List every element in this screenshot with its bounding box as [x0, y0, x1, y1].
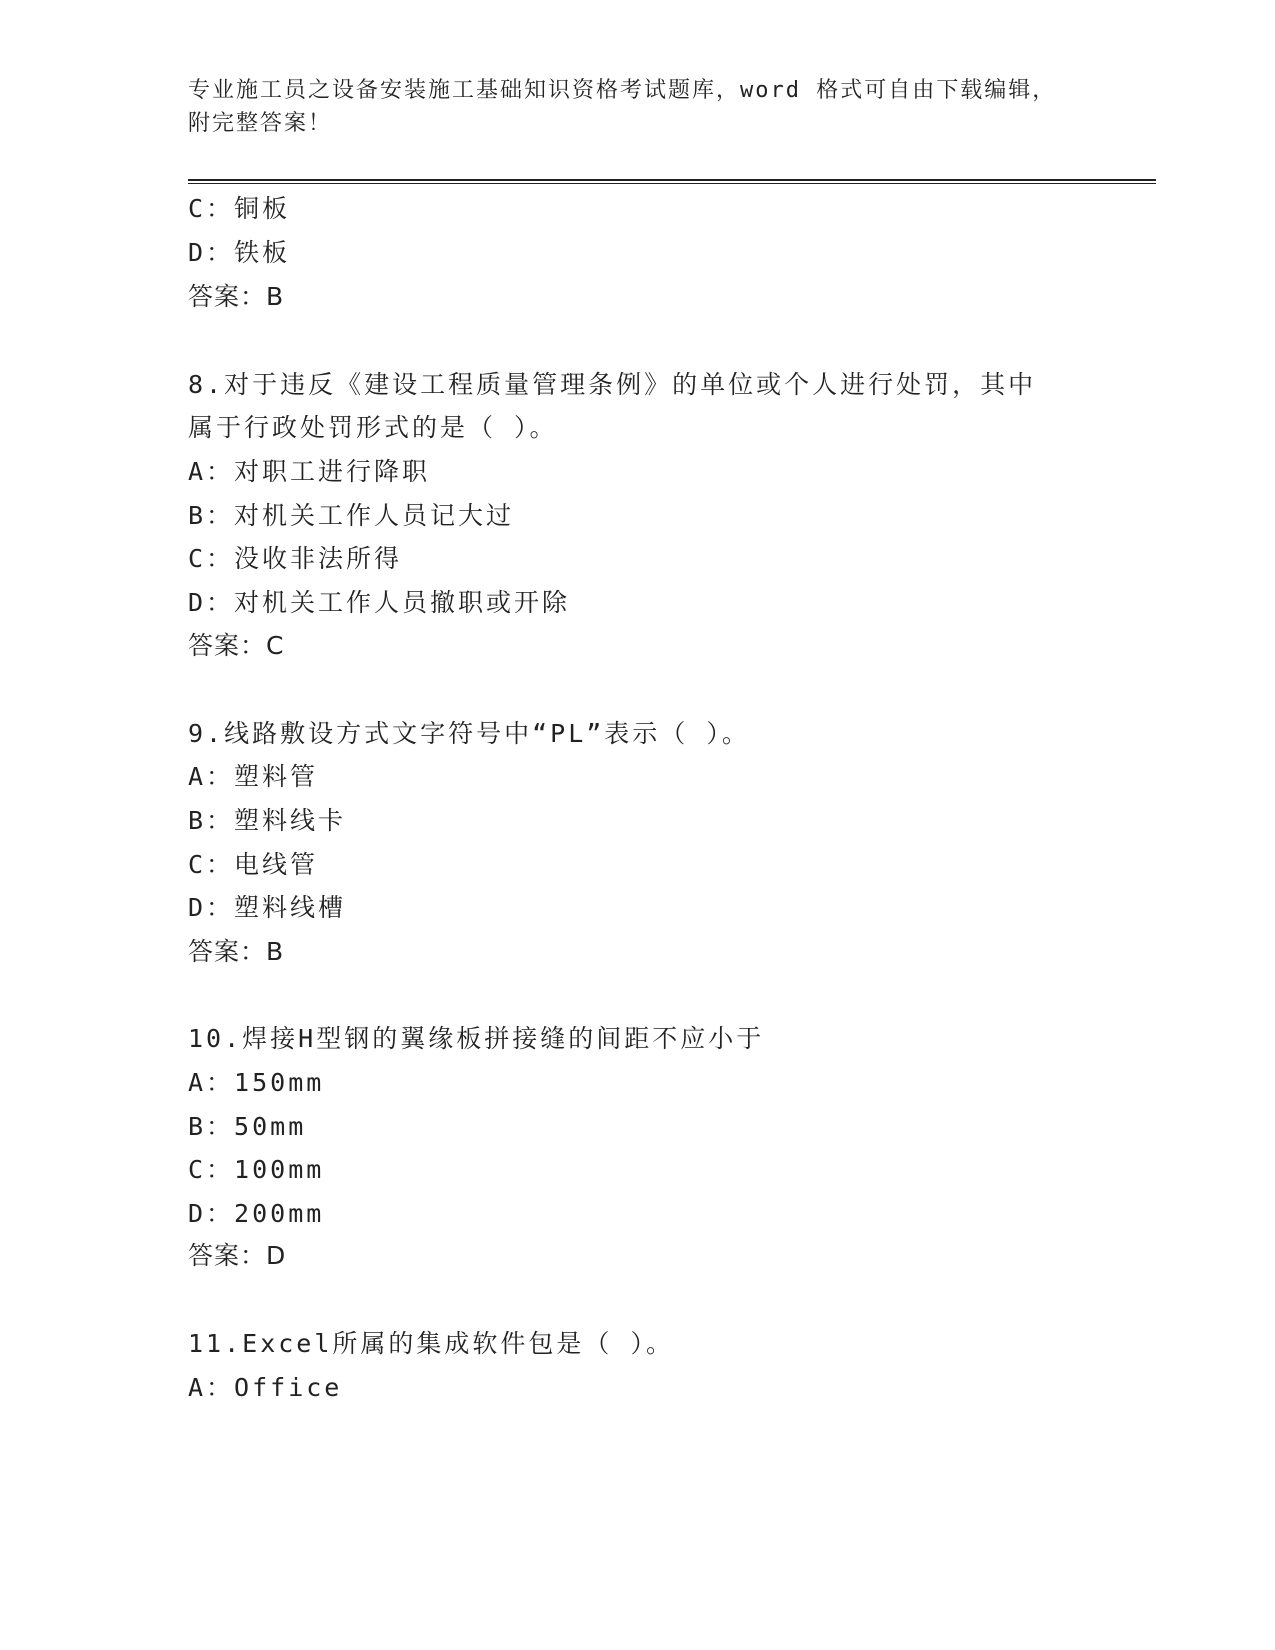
q10-option-d: D：200mm	[188, 1199, 325, 1228]
q8-stem-line-1: 8.对于违反《建设工程质量管理条例》的单位或个人进行处罚，其中	[188, 370, 1037, 399]
q8-option-b: B：对机关工作人员记大过	[188, 501, 515, 530]
document-header	[188, 74, 1088, 140]
q8-stem-line-2: 属于行政处罚形式的是（ ）。	[188, 413, 558, 442]
q10-option-c: C：100mm	[188, 1155, 325, 1184]
q8-option-c: C：没收非法所得	[188, 544, 403, 573]
header-line-1: 专业施工员之设备安装施工基础知识资格考试题库，word 格式可自由下载编辑，	[188, 78, 1057, 103]
prev-option-c: C：铜板	[188, 194, 291, 223]
q9-option-a: A：塑料管	[188, 762, 319, 791]
q9-answer: 答案：B	[188, 937, 285, 966]
q11-stem: 11.Excel所属的集成软件包是（ ）。	[188, 1329, 674, 1358]
q9-stem: 9.线路敷设方式文字符号中“PL”表示（ ）。	[188, 719, 750, 748]
q8-option-d: D：对机关工作人员撤职或开除	[188, 588, 571, 617]
header-line-2: 附完整答案！	[188, 111, 333, 136]
q10-option-a: A：150mm	[188, 1068, 325, 1097]
q10-stem: 10.焊接H型钢的翼缘板拼接缝的间距不应小于	[188, 1024, 765, 1053]
q9-option-d: D：塑料线槽	[188, 893, 347, 922]
prev-option-d: D：铁板	[188, 238, 291, 267]
q9-option-b: B：塑料线卡	[188, 806, 347, 835]
prev-answer: 答案：B	[188, 282, 285, 311]
q10-option-b: B：50mm	[188, 1112, 307, 1141]
header-divider-thick	[188, 179, 1156, 181]
q8-answer: 答案：C	[188, 631, 285, 660]
q10-answer: 答案：D	[188, 1241, 287, 1270]
header-divider-thin	[188, 183, 1156, 184]
q8-option-a: A：对职工进行降职	[188, 457, 431, 486]
q9-option-c: C：电线管	[188, 850, 319, 879]
q11-option-a: A：Office	[188, 1373, 343, 1402]
